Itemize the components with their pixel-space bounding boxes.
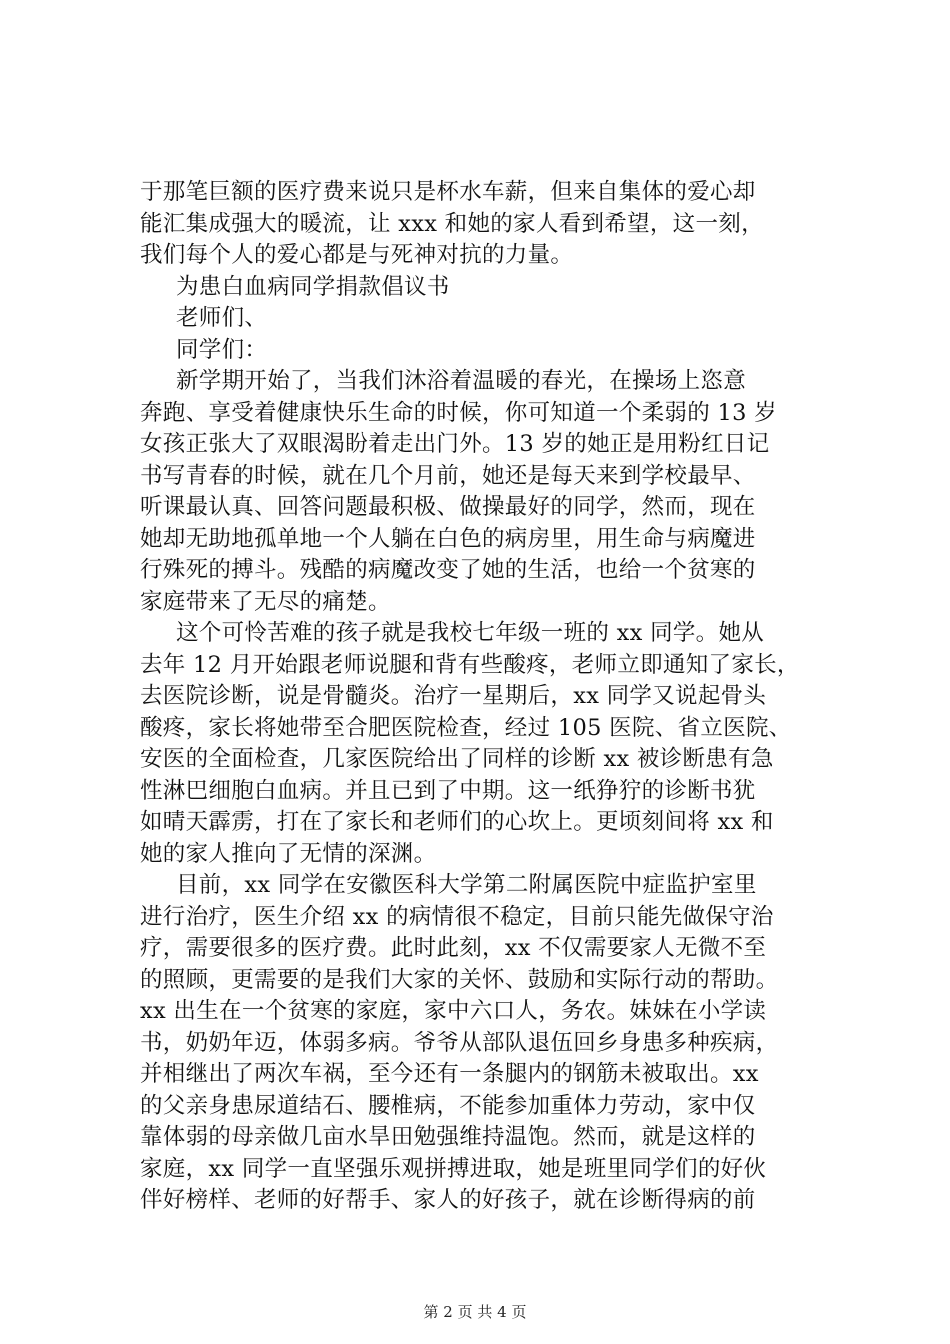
text-line: 新学期开始了，当我们沐浴着温暖的春光，在操场上恣意 — [176, 368, 747, 394]
text-line: 她的家人推向了无情的深渊。 — [140, 840, 437, 867]
text-line: 去医院诊断，说是骨髓炎。治疗一星期后，xx 同学又说起骨头 — [140, 683, 767, 709]
text-line: 酸疼，家长将她带至合肥医院检查，经过 105 医院、省立医院、 — [140, 714, 792, 741]
text-line: 安医的全面检查，几家医院给出了同样的诊断 xx 被诊断患有急 — [140, 746, 774, 772]
text-line: 如晴天霹雳，打在了家长和老师们的心坎上。更顷刻间将 xx 和 — [140, 809, 774, 835]
text-line: 于那笔巨额的医疗费来说只是杯水车薪，但来自集体的爱心却 — [140, 179, 756, 205]
text-line: 听课最认真、回答问题最积极、做操最好的同学，然而，现在 — [140, 494, 756, 520]
text-line: 家庭，xx 同学一直坚强乐观拼搏进取，她是班里同学们的好伙 — [140, 1155, 767, 1182]
text-line: 能汇集成强大的暖流，让 xxx 和她的家人看到希望，这一刻， — [140, 210, 764, 237]
text-line: 行殊死的搏斗。残酷的病魔改变了她的生活，也给一个贫寒的 — [140, 557, 756, 583]
text-line: 的父亲身患尿道结石、腰椎病，不能参加重体力劳动，家中仅 — [140, 1092, 756, 1119]
text-line: 并相继出了两次车祸，至今还有一条腿内的钢筋未被取出。xx — [140, 1061, 759, 1087]
text-line: xx 出生在一个贫寒的家庭，家中六口人，务农。妹妹在小学读 — [140, 998, 767, 1024]
page-footer: 第 2 页 共 4 页 — [423, 1303, 527, 1321]
text-line: 女孩正张大了双眼渴盼着走出门外。13 岁的她正是用粉红日记 — [140, 431, 770, 457]
text-line: 去年 12 月开始跟老师说腿和背有些酸疼，老师立即通知了家长， — [140, 651, 800, 678]
text-line: 她却无助地孤单地一个人躺在白色的病房里，用生命与病魔进 — [140, 525, 756, 552]
text-line: 靠体弱的母亲做几亩水旱田勉强维持温饱。然而，就是这样的 — [140, 1124, 756, 1150]
text-line: 目前，xx 同学在安徽医科大学第二附属医院中症监护室里 — [176, 872, 757, 898]
text-line: 家庭带来了无尽的痛楚。 — [140, 588, 391, 615]
text-line: 伴好榜样、老师的好帮手、家人的好孩子，就在诊断得病的前 — [140, 1187, 756, 1213]
text-line: 奔跑、享受着健康快乐生命的时候，你可知道一个柔弱的 13 岁 — [140, 399, 777, 426]
text-line: 书写青春的时候，就在几个月前，她还是每天来到学校最早、 — [140, 462, 756, 489]
text-line: 书，奶奶年迈，体弱多病。爷爷从部队退伍回乡身患多种疾病， — [140, 1029, 779, 1056]
text-line: 进行治疗，医生介绍 xx 的病情很不稳定，目前只能先做保守治 — [140, 903, 774, 930]
text-line: 为患白血病同学捐款倡议书 — [176, 273, 450, 300]
text-line: 性淋巴细胞白血病。并且已到了中期。这一纸狰狞的诊断书犹 — [140, 777, 756, 804]
text-line: 疗，需要很多的医疗费。此时此刻，xx 不仅需要家人无微不至 — [140, 935, 767, 961]
text-line: 我们每个人的爱心都是与死神对抗的力量。 — [140, 242, 574, 268]
text-line: 同学们： — [176, 336, 268, 363]
document-body — [140, 177, 830, 1217]
text-line: 这个可怜苦难的孩子就是我校七年级一班的 xx 同学。她从 — [176, 620, 765, 646]
text-line: 的照顾，更需要的是我们大家的关怀、鼓励和实际行动的帮助。 — [140, 966, 779, 993]
text-line: 老师们、 — [176, 305, 268, 331]
